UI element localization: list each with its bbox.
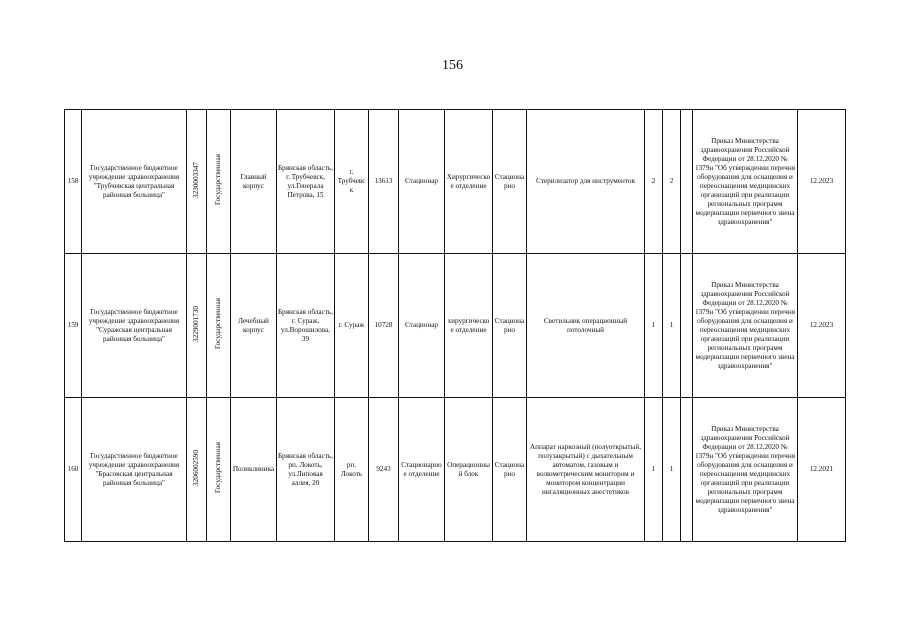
- equipment-cell: Стерилизатор для инструментов: [527, 110, 645, 254]
- locality-cell: г. Трубчевск: [335, 110, 369, 254]
- address-cell: Брянская область, г. Сураж, ул.Ворошилова, 39: [277, 254, 335, 398]
- quantity-plan-cell: 2: [663, 110, 681, 254]
- table-row: [65, 110, 846, 254]
- condition-cell: Стационарно: [493, 398, 527, 542]
- organization-cell: Государственное бюджетное учреждение здравоохранения "Трубчевская центральная районная больница": [82, 110, 187, 254]
- condition-cell: Стационарно: [493, 254, 527, 398]
- department-cell: хирургическое отделение: [445, 254, 493, 398]
- org-code-cell-text: 3206002590: [192, 450, 200, 486]
- equipment-cell: Аппарат наркозный (полуоткрытый, полузакрытый) с дыхательным автоматом, газовым и волюметрическим монитором и монитором концентрации ингаляционных анестетиков: [527, 398, 645, 542]
- quantity-need-cell: 1: [645, 254, 663, 398]
- population-cell: 9243: [369, 398, 399, 542]
- empty-cell: [681, 110, 693, 254]
- row-number: 159: [65, 254, 82, 398]
- condition-cell: Стационарно: [493, 110, 527, 254]
- equipment-table: [64, 109, 846, 542]
- locality-cell: г. Сураж: [335, 254, 369, 398]
- locality-cell: рп. Локоть: [335, 398, 369, 542]
- ownership-cell-text: Государственная: [214, 154, 222, 206]
- table-row: [65, 398, 846, 542]
- building-cell: Главный корпус: [231, 110, 277, 254]
- order-cell: Приказ Министерства здравоохранения Российской Федерации от 28.12.2020 № 1379н "Об утверждении перечня оборудования для оснащения и переоснащения медицинских организаций при реализации региональных программ модернизации первичного звена здравоохранения": [693, 398, 798, 542]
- table-row: [65, 254, 846, 398]
- equipment-cell: Светильник операционный потолочный: [527, 254, 645, 398]
- ownership-cell: [207, 110, 231, 254]
- quantity-need-cell: 2: [645, 110, 663, 254]
- order-cell: Приказ Министерства здравоохранения Российской Федерации от 28.12.2020 № 1379н "Об утверждении перечня оборудования для оснащения и переоснащения медицинских организаций при реализации региональных программ модернизации первичного звена здравоохранения": [693, 110, 798, 254]
- building-cell: Лечебный корпус: [231, 254, 277, 398]
- order-cell: Приказ Министерства здравоохранения Российской Федерации от 28.12.2020 № 1379н "Об утверждении перечня оборудования для оснащения и переоснащения медицинских организаций при реализации региональных программ модернизации первичного звена здравоохранения": [693, 254, 798, 398]
- org-code-cell: [187, 110, 207, 254]
- page-number: 156: [442, 58, 463, 73]
- date-cell: 12.2023: [798, 110, 846, 254]
- organization-cell: Государственное бюджетное учреждение здравоохранения "Брасовская центральная районная больница": [82, 398, 187, 542]
- empty-cell: [681, 398, 693, 542]
- ownership-cell-text: Государственная: [214, 298, 222, 350]
- org-code-cell: [187, 254, 207, 398]
- care-type-cell: Стационар: [399, 110, 445, 254]
- population-cell: 10728: [369, 254, 399, 398]
- ownership-cell: [207, 398, 231, 542]
- address-cell: Брянская область, г. Трубчевск, ул.Генерала Петрова, 15: [277, 110, 335, 254]
- date-cell: 12.2023: [798, 254, 846, 398]
- org-code-cell-text: 3229001730: [192, 306, 200, 342]
- row-number: 158: [65, 110, 82, 254]
- quantity-plan-cell: 1: [663, 254, 681, 398]
- quantity-plan-cell: 1: [663, 398, 681, 542]
- department-cell: Операционный блок: [445, 398, 493, 542]
- org-code-cell: [187, 398, 207, 542]
- date-cell: 12.2021: [798, 398, 846, 542]
- population-cell: 13613: [369, 110, 399, 254]
- care-type-cell: Стационар: [399, 254, 445, 398]
- organization-cell: Государственное бюджетное учреждение здравоохранения "Суражская центральная районная больница": [82, 254, 187, 398]
- org-code-cell-text: 3230003347: [192, 162, 200, 198]
- address-cell: Брянская область, рп. Локоть, ул.Липовая аллея, 20: [277, 398, 335, 542]
- building-cell: Поликлиника: [231, 398, 277, 542]
- department-cell: Хирургическое отделение: [445, 110, 493, 254]
- quantity-need-cell: 1: [645, 398, 663, 542]
- row-number: 160: [65, 398, 82, 542]
- empty-cell: [681, 254, 693, 398]
- ownership-cell-text: Государственная: [214, 442, 222, 494]
- ownership-cell: [207, 254, 231, 398]
- care-type-cell: Стационарное отделение: [399, 398, 445, 542]
